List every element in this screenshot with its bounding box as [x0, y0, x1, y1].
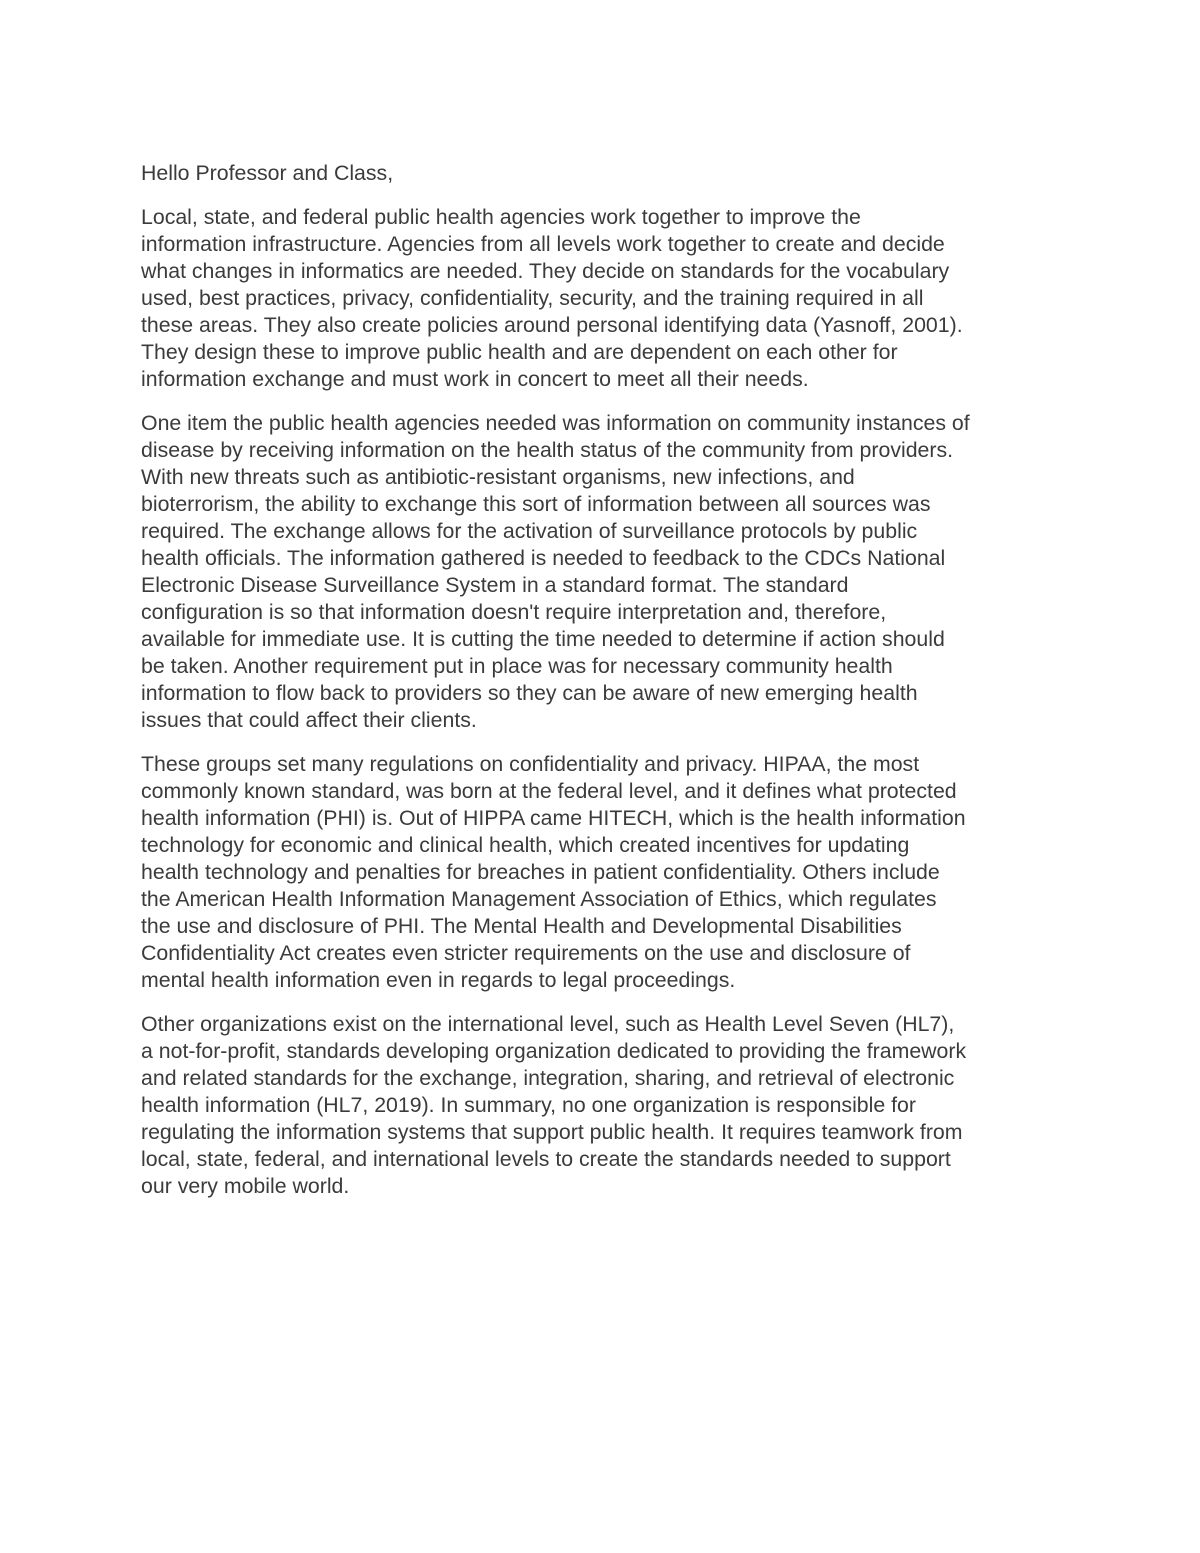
document-body	[141, 160, 1066, 1217]
paragraph-international: Other organizations exist on the international level, such as Health Level Seven (HL7), a not-for-profit, standards developing organization dedicated to providing the framework and related standards for the exchange, integration, sharing, and retrieval of electronic health information (HL7, 2019). In summary, no one organization is responsible for regulating the information systems that support public health. It requires teamwork from local, state, federal, and international levels to create the standards needed to support our very mobile world.	[141, 1012, 967, 1198]
paragraph-community-information: One item the public health agencies needed was information on community instances of disease by receiving information on the health status of the community from providers. With new threats such as antibiotic-resistant organisms, new infections, and bioterrorism, the ability to exchange this sort of information between all sources was required. The exchange allows for the activation of surveillance protocols by public health officials. The information gathered is needed to feedback to the CDCs National Electronic Disease Surveillance System in a standard format. The standard configuration is so that information doesn't require interpretation and, therefore, available for immediate use. It is cutting the time needed to determine if action should be taken. Another requirement put in place was for necessary community health information to flow back to providers so they can be aware of new emerging health issues that could affect their clients.	[141, 411, 970, 732]
greeting-line: Hello Professor and Class,	[141, 161, 394, 185]
paragraph-regulations: These groups set many regulations on confidentiality and privacy. HIPAA, the most commonly known standard, was born at the federal level, and it defines what protected health information (PHI) is. Out of HIPPA came HITECH, which is the health information technology for economic and clinical health, which created incentives for updating health technology and penalties for breaches in patient confidentiality. Others include the American Health Information Management Association of Ethics, which regulates the use and disclosure of PHI. The Mental Health and Developmental Disabilities Confidentiality Act creates even stricter requirements on the use and disclosure of mental health information even in regards to legal proceedings.	[141, 752, 966, 992]
paragraph-infrastructure: Local, state, and federal public health agencies work together to improve the information infrastructure. Agencies from all levels work together to create and decide what changes in informatics are needed. They decide on standards for the vocabulary used, best practices, privacy, confidentiality, security, and the training required in all these areas. They also create policies around personal identifying data (Yasnoff, 2001). They design these to improve public health and are dependent on each other for information exchange and must work in concert to meet all their needs.	[141, 205, 963, 391]
